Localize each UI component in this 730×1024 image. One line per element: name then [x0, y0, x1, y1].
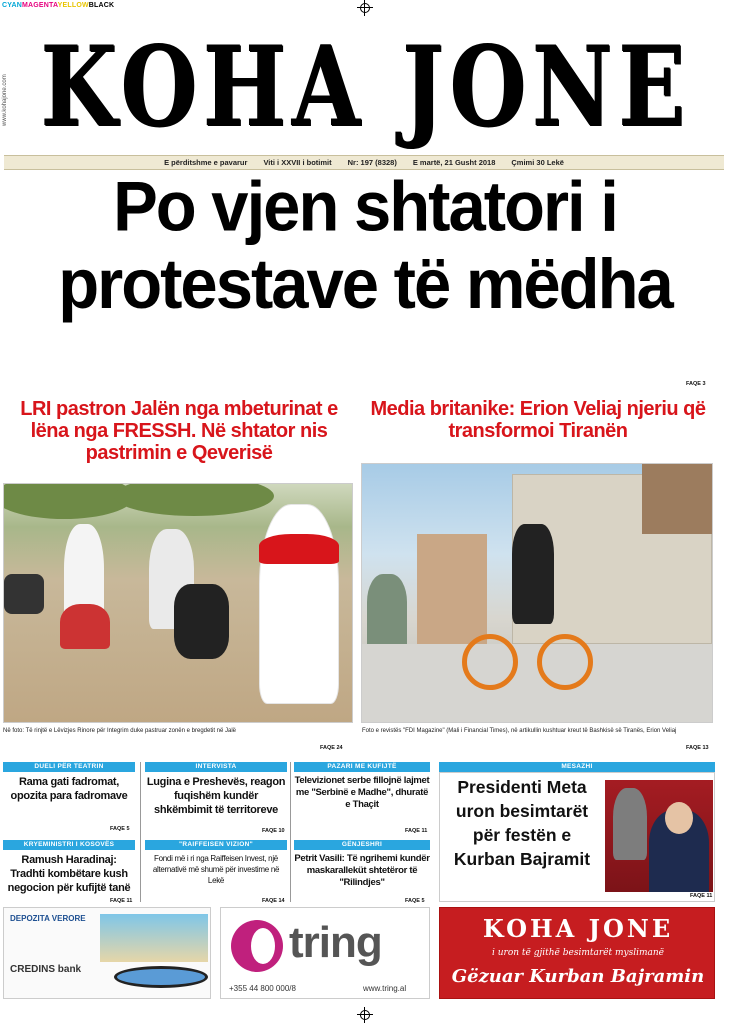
price: Çmimi 30 Lekë [511, 158, 564, 167]
meta-story-photo [605, 780, 713, 892]
left-story-page-ref: FAQE 24 [320, 745, 343, 751]
tring-phone: +355 44 800 000/8 [229, 984, 296, 993]
right-story-photo [361, 463, 713, 723]
brief-headline[interactable]: Lugina e Preshevës, reagon fuqishëm kundër shkëmbimit të territoreve [146, 776, 286, 816]
statue-shape [613, 788, 647, 860]
brief-tag: DUELI PËR TEATRIN [3, 762, 135, 772]
trampoline-shape [114, 966, 208, 988]
ad-tring[interactable] [220, 907, 430, 999]
brief-headline[interactable]: Fondi më i ri nga Raiffeisen Invest, një alternativë më shumë për investime në Lekë [152, 854, 280, 885]
camera-shape [4, 574, 44, 614]
publication-year: Viti i XXVII i botimit [263, 158, 332, 167]
bike-wheel-shape [462, 634, 518, 690]
brief-page-ref: FAQE 14 [262, 898, 285, 904]
ad-depo-bank: CREDINS bank [10, 964, 82, 975]
meta-tag: MESAZHI [439, 762, 715, 772]
right-story-headline[interactable]: Media britanike: Erion Veliaj njeriu që transformoi Tiranën [370, 398, 706, 442]
shirt-detail-shape [259, 534, 339, 564]
issue-date: E martë, 21 Gusht 2018 [412, 158, 496, 167]
main-headline-page-ref: FAQE 3 [686, 381, 706, 387]
face-shape [665, 802, 693, 834]
brief-page-ref: FAQE 5 [405, 898, 425, 904]
print-cyan: CYAN [2, 2, 22, 9]
mosaic-shape [642, 464, 713, 534]
tree-shape [3, 483, 134, 519]
tring-brand: tring [289, 918, 382, 967]
ad-koha-line2: Gëzuar Kurban Bajramin [451, 966, 705, 987]
frequency: E përditshme e pavarur [164, 158, 248, 167]
brief-page-ref: FAQE 11 [110, 898, 133, 904]
column-divider [290, 762, 291, 902]
print-color-bar [2, 2, 114, 9]
brief-tag: INTERVISTA [145, 762, 287, 772]
masthead-title: KOHA JONE [40, 21, 692, 151]
tring-logo-cutout [251, 928, 275, 964]
brief-headline[interactable]: Ramush Haradinaj: Tradhti kombëtare kush negocion për kufijtë tanë [7, 854, 131, 894]
brief-tag: KRYEMINISTRI I KOSOVËS [3, 840, 135, 850]
side-url: www.kohajone.com [2, 74, 8, 126]
left-story-photo [3, 483, 353, 723]
ad-koha-title: KOHA JONE [482, 914, 674, 943]
brief-page-ref: FAQE 5 [110, 826, 130, 832]
brief-page-ref: FAQE 10 [262, 828, 285, 834]
beach-image [100, 914, 208, 962]
registration-mark-icon [357, 0, 373, 16]
brief-tag: PAZARI ME KUFIJTË [294, 762, 430, 772]
ad-depo-title: DEPOZITA VERORE [10, 914, 86, 923]
registration-mark-icon [357, 1007, 373, 1023]
main-headline-line2: protestave të mëdha [58, 244, 672, 324]
meta-page-ref: FAQE 11 [690, 893, 713, 899]
trash-bag-shape [174, 584, 229, 659]
person-shape [60, 604, 110, 649]
ad-depozita[interactable] [3, 907, 211, 999]
brief-tag: "RAIFFEISEN VIZION" [145, 840, 287, 850]
bike-wheel-shape [537, 634, 593, 690]
ad-koha-line1: i uron të gjithë besimtarët myslimanë [492, 948, 664, 958]
main-headline-line1: Po vjen shtatori i [113, 167, 617, 246]
column-divider [140, 762, 141, 902]
left-story-caption: Në foto: Të rinjtë e Lëvizjes Rinore për Integrim duke pastruar zonën e bregdetit në Jalë [3, 728, 237, 734]
right-story-caption: Foto e revistës "FDI Magazine" (Mali i Financial Times), në artikullin kushtuar kreut të Bashkisë së Tiranës, Erion Veliaj [362, 728, 677, 734]
print-yellow: YELLOW [57, 2, 89, 9]
brief-tag: GËNJESHRI [294, 840, 430, 850]
tree-shape [114, 483, 274, 516]
right-story-page-ref: FAQE 13 [686, 745, 709, 751]
brief-headline[interactable]: Petrit Vasili: Të ngrihemi kundër maskaralleküt shtetëror të "Rilindjes" [294, 853, 430, 888]
masthead [14, 22, 718, 150]
print-magenta: MAGENTA [22, 2, 58, 9]
meta-story-headline[interactable]: Presidenti Meta uron besimtarët për festën e Kurban Bajramit [453, 777, 591, 869]
tring-web: www.tring.al [363, 984, 407, 993]
tree-shape [367, 574, 407, 644]
issue-number: Nr: 197 (8328) [347, 158, 397, 167]
brief-page-ref: FAQE 11 [405, 828, 428, 834]
print-black: BLACK [88, 2, 115, 9]
brief-headline[interactable]: Rama gati fadromat, opozita para fadromave [10, 776, 128, 802]
brief-headline[interactable]: Televizionet serbe fillojnë lajmet me "Serbinë e Madhe", dhuratë e Thaçit [294, 775, 430, 810]
main-headline[interactable] [0, 168, 730, 323]
building-shape [417, 534, 487, 644]
person-shape [512, 524, 554, 624]
ad-koha-jone[interactable] [439, 907, 715, 999]
left-story-headline[interactable]: LRI pastron Jalën nga mbeturinat e lëna nga FRESSH. Në shtator nis pastrimin e Qeverisë [20, 398, 338, 464]
